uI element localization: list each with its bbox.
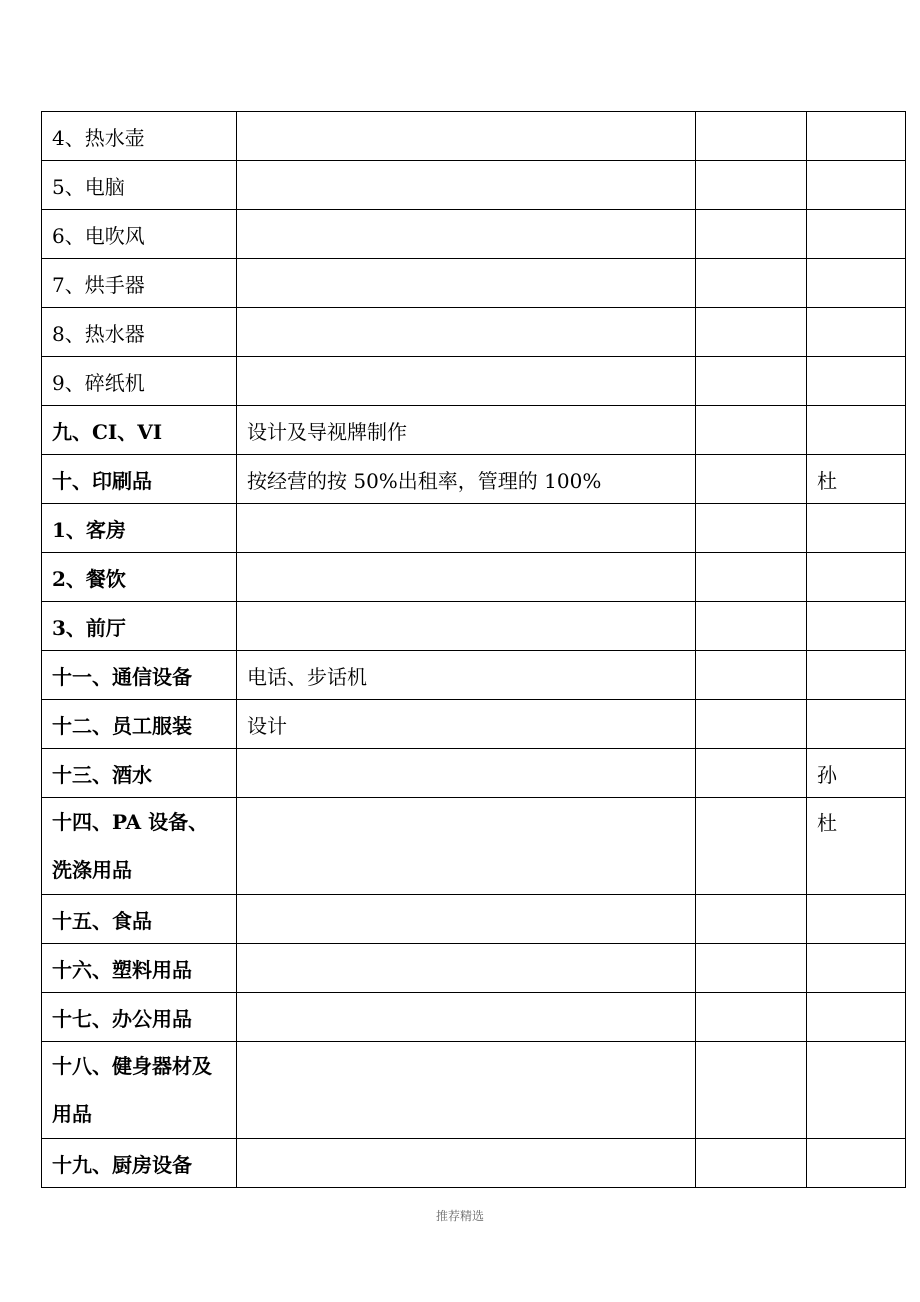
table-row xyxy=(42,1139,906,1188)
table-row xyxy=(42,749,906,798)
owner-cell xyxy=(807,504,906,553)
owner-cell xyxy=(807,1139,906,1188)
owner-cell xyxy=(807,308,906,357)
desc-cell xyxy=(237,112,696,161)
desc-cell xyxy=(237,210,696,259)
table-row xyxy=(42,161,906,210)
owner-cell xyxy=(807,944,906,993)
desc-cell xyxy=(237,895,696,944)
owner-cell: 杜 xyxy=(807,455,906,504)
col3-cell xyxy=(696,210,807,259)
owner-cell xyxy=(807,357,906,406)
desc-cell xyxy=(237,504,696,553)
col3-cell xyxy=(696,1042,807,1139)
col3-cell xyxy=(696,895,807,944)
desc-cell xyxy=(237,798,696,895)
item-cell: 十六、塑料用品 xyxy=(42,944,237,993)
item-cell: 3、前厅 xyxy=(42,602,237,651)
item-cell: 十、印刷品 xyxy=(42,455,237,504)
desc-cell xyxy=(237,259,696,308)
table-row xyxy=(42,553,906,602)
col3-cell xyxy=(696,1139,807,1188)
owner-cell xyxy=(807,602,906,651)
owner-cell xyxy=(807,161,906,210)
table-row xyxy=(42,700,906,749)
item-cell: 九、CI、VI xyxy=(42,406,237,455)
col3-cell xyxy=(696,455,807,504)
desc-cell: 设计 xyxy=(237,700,696,749)
item-cell: 1、客房 xyxy=(42,504,237,553)
item-cell: 9、碎纸机 xyxy=(42,357,237,406)
owner-cell xyxy=(807,700,906,749)
col3-cell xyxy=(696,944,807,993)
table-row xyxy=(42,259,906,308)
item-cell: 5、电脑 xyxy=(42,161,237,210)
desc-cell xyxy=(237,308,696,357)
desc-cell xyxy=(237,161,696,210)
table-row xyxy=(42,504,906,553)
col3-cell xyxy=(696,112,807,161)
desc-cell xyxy=(237,1139,696,1188)
col3-cell xyxy=(696,749,807,798)
desc-cell xyxy=(237,749,696,798)
table-row xyxy=(42,406,906,455)
col3-cell xyxy=(696,700,807,749)
owner-cell xyxy=(807,112,906,161)
item-cell: 4、热水壶 xyxy=(42,112,237,161)
desc-cell xyxy=(237,357,696,406)
table-row xyxy=(42,210,906,259)
desc-cell xyxy=(237,1042,696,1139)
desc-cell xyxy=(237,993,696,1042)
item-cell: 十九、厨房设备 xyxy=(42,1139,237,1188)
owner-cell xyxy=(807,406,906,455)
table-row xyxy=(42,357,906,406)
owner-cell xyxy=(807,210,906,259)
item-cell: 十七、办公用品 xyxy=(42,993,237,1042)
item-cell: 7、烘手器 xyxy=(42,259,237,308)
owner-cell xyxy=(807,993,906,1042)
table-row xyxy=(42,993,906,1042)
col3-cell xyxy=(696,553,807,602)
procurement-table xyxy=(41,111,906,1188)
desc-cell xyxy=(237,944,696,993)
owner-cell: 杜 xyxy=(807,798,906,895)
item-cell: 6、电吹风 xyxy=(42,210,237,259)
item-cell: 十一、通信设备 xyxy=(42,651,237,700)
owner-cell xyxy=(807,259,906,308)
table-row xyxy=(42,602,906,651)
col3-cell xyxy=(696,357,807,406)
item-cell: 2、餐饮 xyxy=(42,553,237,602)
desc-cell xyxy=(237,602,696,651)
col3-cell xyxy=(696,406,807,455)
col3-cell xyxy=(696,161,807,210)
item-cell: 十八、健身器材及用品 xyxy=(42,1042,237,1139)
item-cell: 十二、员工服装 xyxy=(42,700,237,749)
col3-cell xyxy=(696,993,807,1042)
owner-cell xyxy=(807,651,906,700)
table-row xyxy=(42,944,906,993)
owner-cell xyxy=(807,553,906,602)
item-cell: 十三、酒水 xyxy=(42,749,237,798)
table-row xyxy=(42,455,906,504)
item-cell: 8、热水器 xyxy=(42,308,237,357)
desc-cell: 设计及导视牌制作 xyxy=(237,406,696,455)
col3-cell xyxy=(696,651,807,700)
table-row xyxy=(42,308,906,357)
col3-cell xyxy=(696,504,807,553)
col3-cell xyxy=(696,308,807,357)
desc-cell: 按经营的按 50%出租率，管理的 100% xyxy=(237,455,696,504)
table-row xyxy=(42,798,906,895)
col3-cell xyxy=(696,259,807,308)
table-row xyxy=(42,651,906,700)
owner-cell: 孙 xyxy=(807,749,906,798)
item-cell: 十四、PA 设备、洗涤用品 xyxy=(42,798,237,895)
desc-cell: 电话、步话机 xyxy=(237,651,696,700)
table-row xyxy=(42,112,906,161)
item-cell: 十五、食品 xyxy=(42,895,237,944)
col3-cell xyxy=(696,798,807,895)
owner-cell xyxy=(807,895,906,944)
owner-cell xyxy=(807,1042,906,1139)
table-row xyxy=(42,895,906,944)
col3-cell xyxy=(696,602,807,651)
table-row xyxy=(42,1042,906,1139)
page-footer: 推荐精选 xyxy=(435,1209,484,1223)
desc-cell xyxy=(237,553,696,602)
